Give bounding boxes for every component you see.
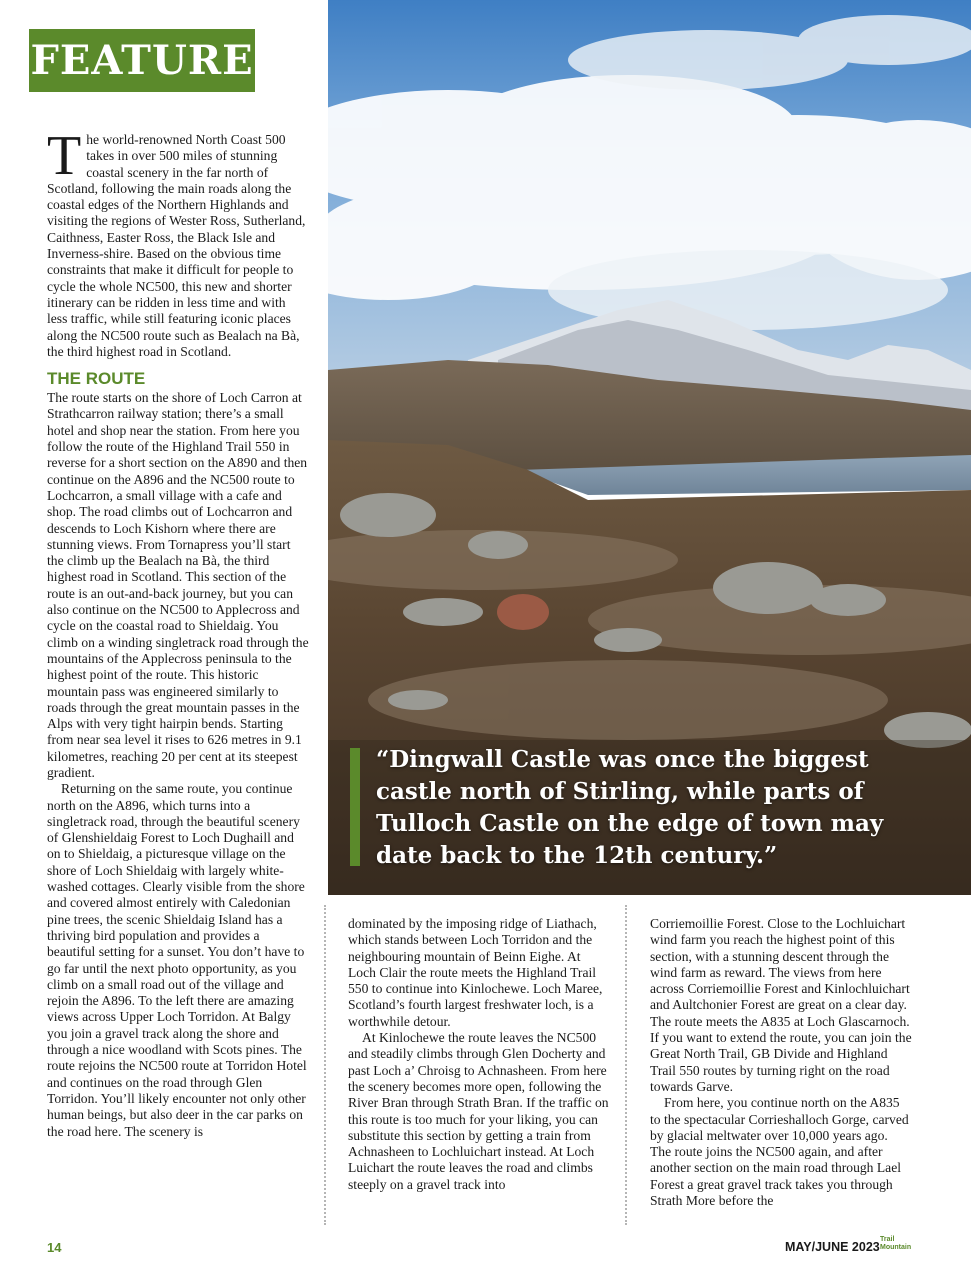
page-number: 14: [47, 1240, 62, 1255]
route-paragraph-1: The route starts on the shore of Loch Carron at Strathcarron railway station; there’s a small hotel and shop near the station. From here you follow the route of the Highland Trail 550 in reverse for a short section on the A890 and then continue on the A896 and the NC500 route to Lochcarron, a small village with a cafe and shop. The road climbs out of Lochcarron and descends to Loch Kishorn where there are stunning views. From Tornapress you’ll start the climb up the Bealach na Bà, the third highest road in Scotland. This section of the route is an out-and-back journey, but you can also continue on the NC500 to Applecross and cycle on the coastal road to Shieldaig. You climb on a winding singletrack road through the mountains of the Applecross peninsula to the highest point of the route. This historic mountain pass was engineered similarly to roads through the great mountain passes in the Alps with very tight hairpin bends. Starting from near sea level it rises to 626 metres in 9.1 kilometres, reaching 20 per cent at its steepest gradient.: [47, 390, 309, 780]
logo-bottom-text: Mountain: [880, 1244, 912, 1251]
col3-paragraph-1: Corriemoillie Forest. Close to the Lochluichart wind farm you reach the highest point of this section, with a stunning descent through the wind farm as reward. The views from here across Corriemoillie Forest and Kinlochluichart and Aultchonier Forest are great on a clear day. The route meets the A835 at Loch Glascarnoch. If you want to extend the route, you can join the Great North Trail, GB Divide and Highland Trail 550 routes by turning right on the road towards Garve.: [650, 916, 912, 1094]
magazine-logo: [880, 1236, 928, 1254]
route-paragraph-2: Returning on the same route, you continue north on the A896, which turns into a singletrack road, through the beautiful scenery of Glenshieldaig Forest to Loch Dughaill and on to Shieldaig, a picturesque village on the shore of Loch Shieldaig with largely white-washed cottages. Clearly visible from the shore and covered almost entirely with Caledonian pine trees, the scenic Shieldaig Island has a thriving bird population and provides a beautiful setting for a sunset. You don’t have to go far until the next photo opportunity, as you climb on a small road out of the village and rejoin the A896. To the left there are amazing views across Upper Loch Torridon. At Balgy you join a gravel track along the shore and through a nice woodland with Scots pines. The route rejoins the NC500 route at Torridon Hotel and continues on the road through Glen Torridon. You’ll likely encounter not only other human beings, but also deer in the car parks on the road here. The scenery is: [47, 781, 307, 1139]
article-column-3: [650, 916, 912, 1209]
drop-cap: T: [47, 125, 82, 187]
pull-quote: [350, 744, 950, 869]
col2-paragraph-2: At Kinlochewe the route leaves the NC500 and steadily climbs through Glen Docherty and past Loch a’ Chroisg to Achnasheen. From here the scenery becomes more open, following the River Bran through Strath Bran. If the traffic on this route is too much for your liking, you can substitute this section by getting a train from Achnasheen to Lochluichart instead. At Loch Luichart the route leaves the road and climbs steeply on a gravel track into: [348, 1030, 609, 1192]
intro-paragraph: [47, 125, 309, 360]
column-divider-1: [324, 905, 326, 1225]
pull-quote-text: “Dingwall Castle was once the biggest castle north of Stirling, while parts of Tulloch Castle on the edge of town may date back to the 12th century.”: [376, 746, 884, 869]
feature-banner: FEATURE: [29, 29, 255, 92]
logo-top-text: Trail: [880, 1236, 895, 1243]
article-column-1: [47, 125, 309, 1140]
issue-date: MAY/JUNE 2023: [785, 1240, 880, 1254]
column-divider-2: [625, 905, 627, 1225]
section-heading-the-route: THE ROUTE: [47, 369, 146, 389]
intro-text: he world-renowned North Coast 500 takes in over 500 miles of stunning coastal scenery in the far north of Scotland, following the main roads along the coastal edges of the Northern Highlands and visiting the regions of Wester Ross, Sutherland, Caithness, Easter Ross, the Black Isle and Inverness-shire. Based on the obvious time constraints that make it difficult for people to cycle the whole NC500, this new and shorter itinerary can be ridden in less time and with less traffic, while still featuring iconic places along the NC500 route such as Bealach na Bà, the third highest road in Scotland.: [47, 132, 306, 359]
article-column-2: [348, 916, 610, 1193]
pull-quote-bar: [350, 748, 360, 866]
col2-paragraph-1: dominated by the imposing ridge of Liathach, which stands between Loch Torridon and the neighbouring mountain of Beinn Eighe. At Loch Clair the route meets the Highland Trail 550 to continue into Kinlochewe. Loch Maree, Scotland’s fourth largest freshwater loch, is a worthwhile detour.: [348, 916, 603, 1029]
col3-paragraph-2: From here, you continue north on the A835 to the spectacular Corrieshalloch Gorge, carved by glacial meltwater over 10,000 years ago. The route joins the NC500 again, and after another section on the main road through Lael Forest a great gravel track takes you through Strath More before the: [650, 1095, 909, 1209]
